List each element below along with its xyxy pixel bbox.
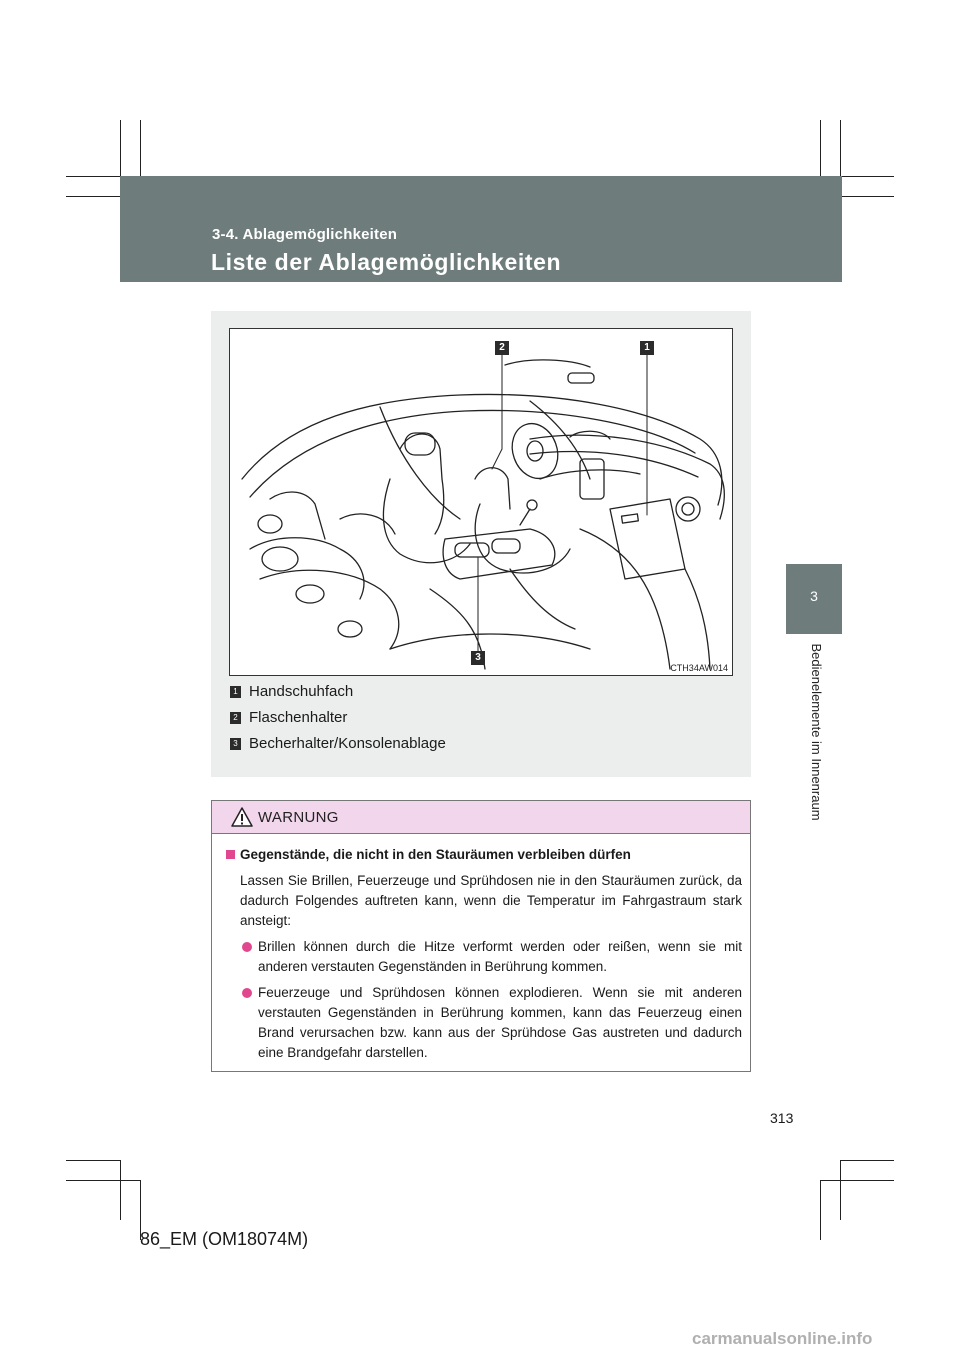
legend-label: Becherhalter/Konsolenablage [249,735,446,752]
crop-mark [140,120,141,176]
legend-badge: 2 [230,712,241,724]
chapter-number: 3 [810,588,818,604]
warning-heading [226,845,742,865]
crop-mark [66,176,120,177]
legend-badge: 3 [230,738,241,750]
crop-mark [66,1160,120,1161]
warning-heading-text: Gegenstände, die nicht in den Stauräumen verbleiben dürfen [240,847,631,862]
warning-bullet [240,983,742,1063]
interior-figure [229,328,733,676]
crop-mark [842,176,894,177]
crop-mark [842,196,894,197]
crop-mark [820,1180,821,1240]
crop-mark [120,120,121,176]
crop-mark [66,1180,140,1181]
warning-box [211,800,751,1072]
warning-label: WARNUNG [258,809,339,826]
crop-mark [840,1160,841,1220]
crop-mark [120,1160,121,1220]
warning-bullet-text: Feuerzeuge und Sprühdosen können explodieren. Wenn sie mit anderen verstauten Gegenständen in Berührung kommen, kann das Feuerzeug einen Brand verursachen bzw. kann aus der Sprühdose Gas austreten und dadurch eine Brandgefahr darstellen. [258,985,742,1060]
watermark: carmanualsonline.info [692,1329,873,1348]
chapter-title: Bedienelemente im Innenraum [809,643,824,821]
page-number: 313 [770,1110,794,1126]
crop-mark [840,1160,894,1161]
crop-mark [820,120,821,176]
page-heading: Liste der Ablagemöglichkeiten [211,249,562,275]
square-bullet-icon [226,850,235,859]
callout-1: 1 [640,341,654,355]
callout-2: 2 [495,341,509,355]
section-title: 3-4. Ablagemöglichkeiten [212,226,398,243]
warning-content [226,845,742,1069]
warning-intro: Lassen Sie Brillen, Feuerzeuge und Sprühdosen nie in den Stauräumen zurück, da dadurch Folgendes auftreten kann, wenn die Temperatur im Fahrgastraum stark ansteigt: [240,873,742,928]
document-code: 86_EM (OM18074M) [140,1229,309,1249]
crop-mark [66,196,120,197]
crop-mark [840,120,841,176]
legend-badge: 1 [230,686,241,698]
car-interior-illustration [230,329,732,675]
warning-header [212,801,750,834]
dot-bullet-icon [242,988,252,998]
warning-bullet-text: Brillen können durch die Hitze verformt werden oder reißen, wenn sie mit anderen verstauten Gegenständen in Berührung kommen. [258,939,742,974]
warning-bullet [240,937,742,977]
figure-id: CTH34AW014 [670,663,728,673]
legend-label: Handschuhfach [249,683,354,700]
warning-triangle-icon [231,807,253,827]
callout-3: 3 [471,651,485,665]
dot-bullet-icon [242,942,252,952]
legend-label: Flaschenhalter [249,709,348,726]
crop-mark [820,1180,894,1181]
